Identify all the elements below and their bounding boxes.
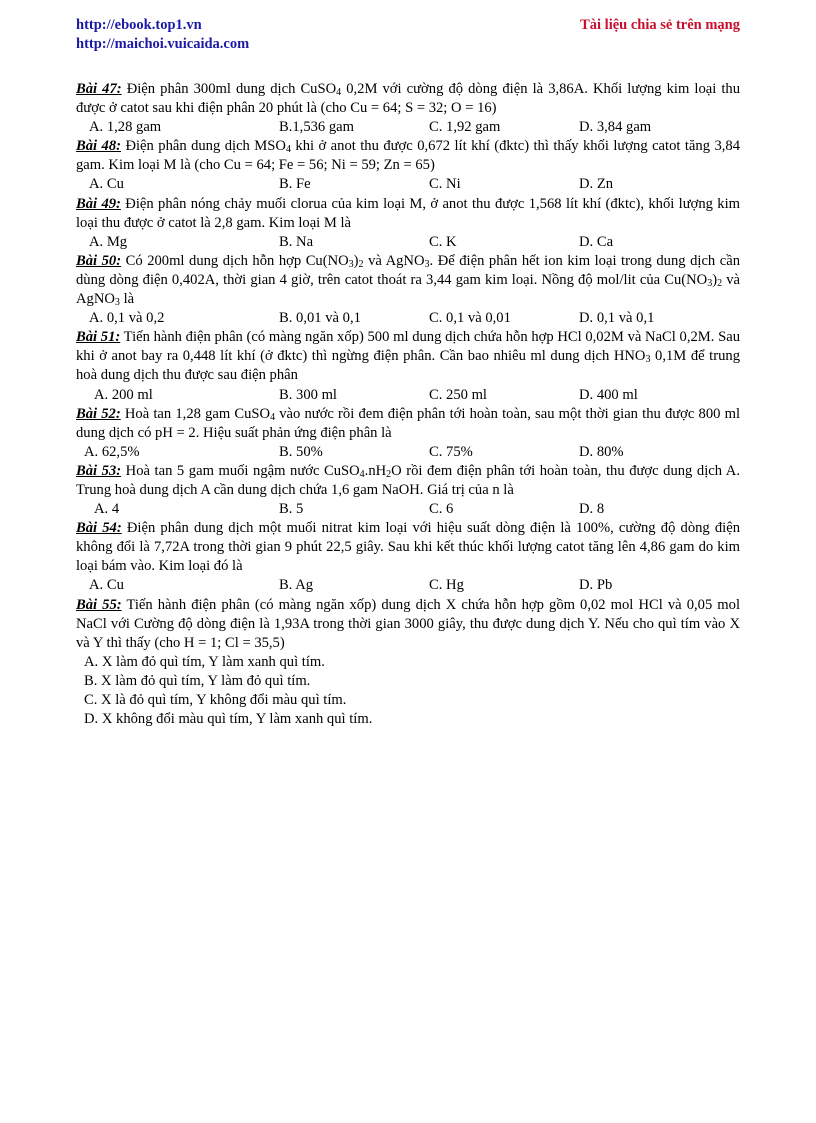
question-label: Bài 50: — [76, 252, 122, 269]
question-label: Bài 52: — [76, 405, 121, 422]
option-a: A. Mg — [89, 233, 128, 250]
option-b: B. X làm đỏ quì tím, Y làm đỏ quì tím. — [84, 672, 311, 689]
option-c: C. Hg — [429, 577, 464, 594]
question-54 — [76, 519, 740, 595]
answer-options — [76, 386, 740, 405]
question-text: Bài 47: Điện phân 300ml dung dịch CuSO$_4$ 0,2M với cường độ dòng điện là 3,86A. Khối lượng kim loại thu được ở catot sau khi điện phân 20 phút là (cho Cu = 64; S = 32; O = 16) — [76, 81, 741, 117]
option-c: C. Ni — [429, 176, 461, 193]
option-c: C. 6 — [429, 501, 454, 518]
question-53 — [76, 462, 740, 519]
option-d: D. 8 — [579, 501, 605, 518]
question-text: Bài 49: Điện phân nóng chảy muối clorua của kim loại M, ở anot thu được 1,568 lít khí (đktc), khối lượng kim loại thu được ở catot là 2,8 gam. Kim loại M là — [76, 195, 741, 231]
question-label: Bài 55: — [76, 596, 122, 613]
question-label: Bài 48: — [76, 138, 121, 155]
question-52 — [76, 405, 740, 462]
option-d: D. 400 ml — [579, 386, 638, 403]
option-c: C. 0,1 và 0,01 — [429, 310, 511, 327]
question-label: Bài 54: — [76, 520, 122, 537]
answer-options — [76, 175, 740, 194]
option-a: A. 62,5% — [84, 443, 140, 460]
option-a: A. X làm đỏ quì tím, Y làm xanh quì tím. — [84, 653, 325, 670]
option-b: B. 0,01 và 0,1 — [279, 310, 361, 327]
answer-options — [76, 309, 740, 328]
option-b: B. 5 — [279, 501, 304, 518]
option-d: D. Pb — [579, 577, 613, 594]
question-text: Bài 48: Điện phân dung dịch $MSO_4$ khi ở anot thu được 0,672 lít khí (đktc) thì thấy khối lượng catot tăng 3,84 gam. Kim loại M là (cho Cu = 64; Fe = 56; Ni = 59; Zn = 65) — [76, 138, 740, 174]
question-label: Bài 47: — [76, 81, 122, 97]
answer-options — [76, 500, 740, 519]
answer-options — [76, 233, 740, 252]
option-d: D. X không đổi màu quì tím, Y làm xanh quì tím. — [84, 711, 373, 728]
option-d: D. 80% — [579, 443, 624, 460]
option-b: B.1,536 gam — [279, 119, 354, 136]
option-b: B. Ag — [279, 577, 314, 594]
option-b: B. Na — [279, 233, 314, 250]
option-a: A. 1,28 gam — [89, 119, 162, 136]
question-label: Bài 53: — [76, 462, 122, 479]
question-text: Bài 53: Hoà tan 5 gam muối ngậm nước $CuSO_4.nH_2O$ rồi đem điện phân tới hoàn toàn, thu được dung dịch A. Trung hoà dung dịch A cần dung dịch chứa 1,6 gam NaOH. Giá trị của n là — [76, 462, 740, 498]
header-title: Tài liệu chia sẻ trên mạng — [580, 17, 740, 33]
question-text: Bài 52: Hoà tan 1,28 gam CuSO$_4$ vào nước rồi đem điện phân tới hoàn toàn, sau một thời gian thu được 800 ml dung dịch có pH = 2. Hiệu suất phản ứng điện phân là — [76, 405, 740, 441]
option-c: C. K — [429, 233, 457, 250]
question-list — [76, 80, 740, 729]
page-header — [76, 16, 740, 54]
option-a: A. 200 ml — [94, 386, 153, 403]
option-b: B. 50% — [279, 443, 323, 460]
question-48 — [76, 137, 740, 194]
question-text: Bài 50: Có 200ml dung dịch hỗn hợp $Cu(NO_3)_2$ và AgNO$_3$. Để điện phân hết ion kim loại trong dung dịch cần dùng dòng điện 0,402A, thời gian 4 giờ, trên catot thoát ra 3,44 gam kim loại. Nồng độ mol/lit của $Cu(NO_3)_2$ và AgNO$_3$ là — [76, 252, 741, 309]
question-text: Bài 55: Tiến hành điện phân (có màng ngăn xốp) dung dịch X chứa hỗn hợp gồm 0,02 mol HCl và 0,05 mol NaCl với Cường độ dòng điện là 1,93A trong thời gian 3000 giây, thu được dung dịch Y. Nếu cho quì tím vào X và Y thì thấy (cho H = 1; Cl = 35,5) — [76, 596, 741, 651]
option-d: D. Ca — [579, 233, 614, 250]
header-link-ebook[interactable]: http://ebook.top1.vn — [76, 17, 202, 33]
option-a: A. Cu — [89, 577, 124, 594]
option-b: B. 300 ml — [279, 386, 337, 403]
option-c: C. 1,92 gam — [429, 119, 501, 136]
question-text: Bài 51: Tiến hành điện phân (có màng ngăn xốp) 500 ml dung dịch chứa hỗn hợp HCl 0,02M và NaCl 0,2M. Sau khi ở anot bay ra 0,448 lít khí (ở đktc) thì ngừng điện phân. Cần bao nhiêu ml dung dịch $HNO_3$ 0,1M để trung hoà dung dịch thu được sau điện phân — [76, 329, 740, 384]
question-51 — [76, 328, 740, 404]
answer-options — [76, 118, 740, 137]
option-c: C. 75% — [429, 443, 473, 460]
option-d: D. Zn — [579, 176, 614, 193]
option-a: A. Cu — [89, 176, 124, 193]
option-a: A. 4 — [94, 501, 120, 518]
option-b: B. Fe — [279, 176, 311, 193]
option-a: A. 0,1 và 0,2 — [89, 310, 165, 327]
question-47 — [76, 80, 740, 137]
question-49 — [76, 195, 740, 252]
answer-options — [76, 443, 740, 462]
option-c: C. 250 ml — [429, 386, 487, 403]
question-label: Bài 49: — [76, 195, 121, 212]
header-link-maichoi[interactable]: http://maichoi.vuicaida.com — [76, 36, 250, 52]
question-55 — [76, 596, 740, 730]
option-c: C. X là đỏ quì tím, Y không đổi màu quì tím. — [84, 692, 347, 708]
option-d: D. 3,84 gam — [579, 119, 652, 136]
question-text: Bài 54: Điện phân dung dịch một muối nitrat kim loại với hiệu suất dòng điện là 100%, cường độ dòng điện không đổi là 7,72A trong thời gian 9 phút 22,5 giây. Sau khi kết thúc khối lượng catot tăng lên 4,86 gam do kim loại bám vào. Kim loại đó là — [76, 520, 741, 575]
option-d: D. 0,1 và 0,1 — [579, 310, 655, 327]
answer-options — [76, 576, 740, 595]
question-label: Bài 51: — [76, 329, 121, 346]
question-50 — [76, 252, 740, 328]
